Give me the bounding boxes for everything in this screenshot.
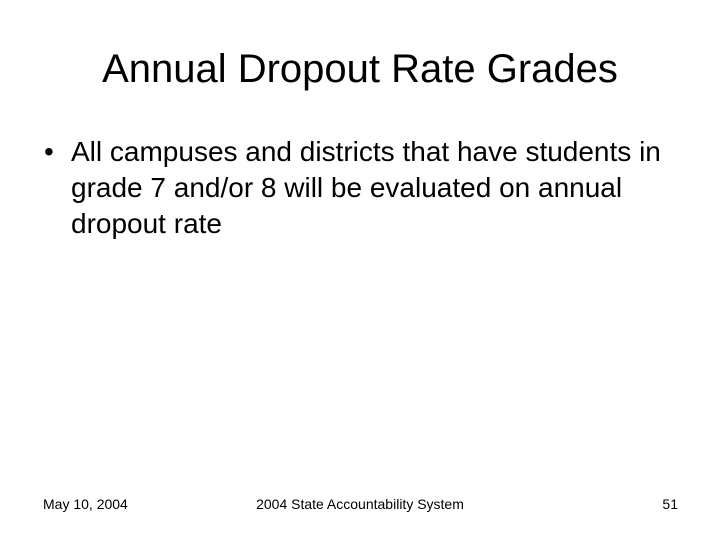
bullet-list bbox=[44, 134, 664, 242]
footer-date: May 10, 2004 bbox=[43, 496, 128, 512]
bullet-marker: • bbox=[44, 136, 54, 167]
footer-title: 2004 State Accountability System bbox=[256, 496, 464, 512]
slide-title: Annual Dropout Rate Grades bbox=[102, 47, 618, 91]
page-number: 51 bbox=[662, 496, 678, 512]
bullet-text: All campuses and districts that have students in grade 7 and/or 8 will be evaluated on annual dropout rate bbox=[71, 136, 661, 239]
bullet-item bbox=[44, 134, 664, 242]
